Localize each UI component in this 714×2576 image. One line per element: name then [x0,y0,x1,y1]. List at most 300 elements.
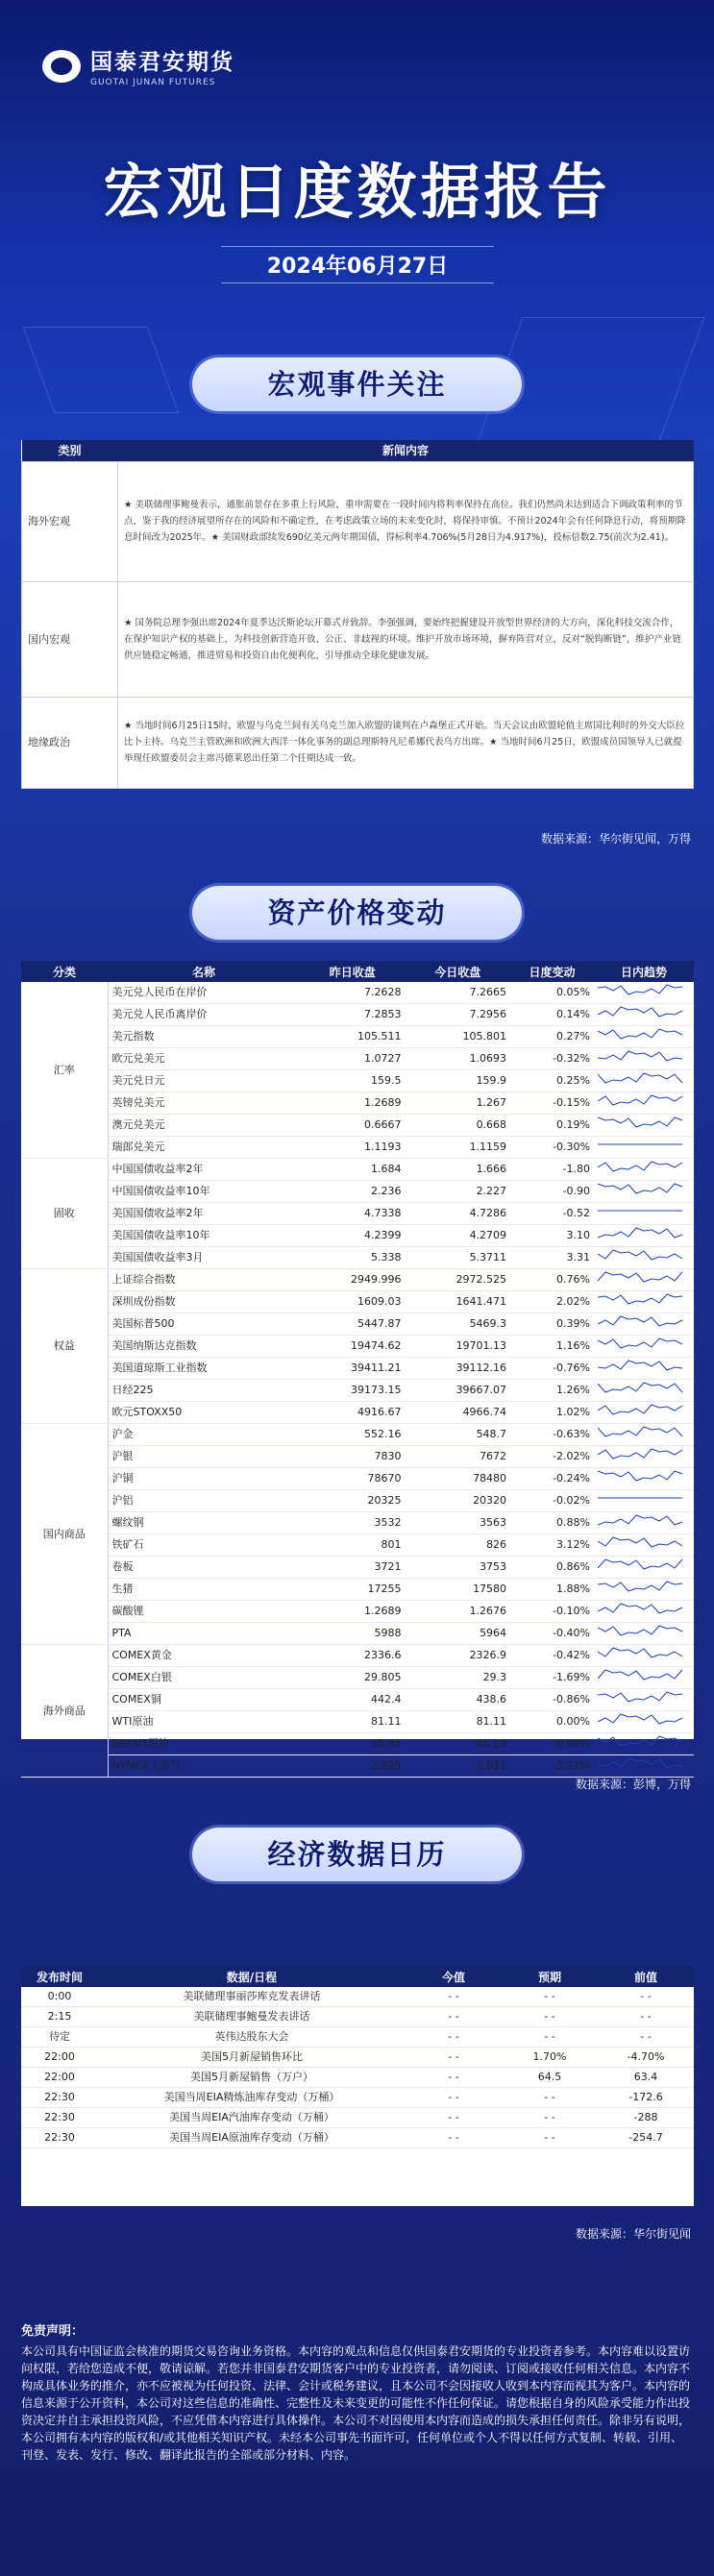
previous-value: -254.7 [598,2128,694,2148]
daily-change: -0.90% [510,1733,594,1755]
table-row [21,2108,694,2128]
daily-change: -0.76% [510,1358,594,1380]
intraday-trend-sparkline [594,1579,694,1601]
asset-name: 铁矿石 [108,1534,300,1557]
intraday-trend-sparkline [594,1645,694,1667]
today-close: 2.227 [406,1181,511,1203]
asset-name: COMEX白银 [108,1667,300,1689]
prev-close: 1609.03 [300,1291,406,1313]
asset-name: 沪金 [108,1424,300,1446]
asset-name: 沪银 [108,1446,300,1468]
today-close: 1.267 [406,1092,511,1115]
report-title: 宏观日度数据报告 [103,157,611,227]
prev-close: 4.7338 [300,1203,406,1225]
actual-value: - - [406,2068,502,2088]
prev-close: 2336.6 [300,1645,406,1667]
logo-text-cn: 国泰君安期货 [90,50,234,75]
prev-close: 3532 [300,1512,406,1534]
table-row [21,1181,694,1203]
prev-close: 1.2689 [300,1601,406,1623]
intraday-trend-sparkline [594,1203,694,1225]
table-row [21,2128,694,2148]
daily-change: 0.14% [510,1004,594,1026]
intraday-trend-sparkline [594,1755,694,1778]
daily-change: -1.69% [510,1667,594,1689]
actual-value: - - [406,2048,502,2068]
intraday-trend-sparkline [594,1490,694,1512]
table-row [21,1534,694,1557]
previous-value: - - [598,1987,694,2007]
asset-name: 美元兑人民币离岸价 [108,1004,300,1026]
daily-change: -0.15% [510,1092,594,1115]
prev-close: 7.2628 [300,982,406,1004]
prev-close: 105.511 [300,1026,406,1048]
calendar-panel [21,1966,694,2206]
daily-change: -0.86% [510,1689,594,1711]
table-row [22,461,694,581]
previous-value: -4.70% [598,2048,694,2068]
today-close: 39112.16 [406,1358,511,1380]
asset-name: 碳酸锂 [108,1601,300,1623]
actual-value: - - [406,1987,502,2007]
prev-close: 4916.67 [300,1402,406,1424]
intraday-trend-sparkline [594,1689,694,1711]
daily-change: 1.16% [510,1336,594,1358]
asset-name: WTI原油 [108,1711,300,1733]
prev-close: 39411.21 [300,1358,406,1380]
table-row [21,1291,694,1313]
event-name: 美国当周EIA原油库存变动（万桶） [98,2128,406,2148]
section-title-calendar: 经济数据日历 [192,1828,522,1881]
table-row [21,2027,694,2048]
col-header: 今值 [406,1966,502,1987]
table-row [21,1092,694,1115]
today-close: 4.7286 [406,1203,511,1225]
forecast-value: - - [502,2007,598,2027]
forecast-value: 1.70% [502,2048,598,2068]
daily-change: -0.52 [510,1203,594,1225]
intraday-trend-sparkline [594,982,694,1004]
prev-close: 1.684 [300,1159,406,1181]
table-row [21,1601,694,1623]
event-name: 美国当周EIA精炼油库存变动（万桶） [98,2088,406,2108]
daily-change: 1.88% [510,1579,594,1601]
asset-name: 日经225 [108,1380,300,1402]
table-row [21,1987,694,2007]
intraday-trend-sparkline [594,1159,694,1181]
events-panel [21,440,694,788]
daily-change: 3.10 [510,1225,594,1247]
daily-change: -0.10% [510,1601,594,1623]
prev-close: 0.6667 [300,1115,406,1137]
today-close: 438.6 [406,1689,511,1711]
daily-change: -1.80 [510,1159,594,1181]
forecast-value: - - [502,1987,598,2007]
table-row [21,1623,694,1645]
daily-change: -0.32% [510,1048,594,1070]
table-row [21,1512,694,1534]
prev-close: 81.11 [300,1711,406,1733]
today-close: 2.831 [406,1755,511,1778]
table-row [21,982,694,1004]
asset-name: 美国国债收益率2年 [108,1203,300,1225]
disclaimer-text: 本公司具有中国证监会核准的期货交易咨询业务资格。本内容的观点和信息仅供国泰君安期货的专业投资者参考。本内容难以设置访问权限，若给您造成不便，敬请谅解。若您并非国泰君安期货客户中的专业投资者，请勿阅读、订阅或接收任何相关信息。本内容不构成具体业务的推介，亦不应被视为任何投资、法律、会计或税务建议，且本公司不会因接收人收到本内容而视其为客户。本内容的信息来源于公开资料，本公司对这些信息的准确性、完整性及未来变更的可能性不作任何保证。请您根据自身的风险承受能力作出投资决定并自主承担投资风险，不应凭借本内容进行具体操作。本公司不对因使用本内容而造成的损失承担任何责任。除非另有说明，本公司拥有本内容的版权和/或其他相关知识产权。未经本公司事先书面许可，任何单位或个人不得以任何方式复制、转载、引用、刊登、发表、发行、修改、翻译此报告的全部或部分材料、内容。 [21,2344,691,2462]
today-close: 5.3711 [406,1247,511,1269]
intraday-trend-sparkline [594,1115,694,1137]
table-row [21,2088,694,2108]
asset-name: 美国国债收益率10年 [108,1225,300,1247]
intraday-trend-sparkline [594,1711,694,1733]
prev-close: 7830 [300,1446,406,1468]
today-close: 1641.471 [406,1291,511,1313]
prev-close: 19474.62 [300,1336,406,1358]
asset-category: 海外商品 [21,1645,108,1778]
today-close: 5964 [406,1623,511,1645]
today-close: 1.2676 [406,1601,511,1623]
previous-value: - - [598,2007,694,2027]
daily-change: -0.42% [510,1645,594,1667]
today-close: 4.2709 [406,1225,511,1247]
asset-name: 英镑兑美元 [108,1092,300,1115]
prev-close: 78670 [300,1468,406,1490]
today-close: 159.9 [406,1070,511,1092]
today-close: 17580 [406,1579,511,1601]
table-row [21,1645,694,1667]
col-header: 分类 [21,961,108,982]
col-header: 昨日收盘 [300,961,406,982]
intraday-trend-sparkline [594,1004,694,1026]
event-content: ★ 国务院总理李强出席2024年夏季达沃斯论坛开幕式并致辞。李强强调，要始终把握建设开放型世界经济的大方向，深化科技交流合作，在保护知识产权的基础上，为科技创新营造开放、公正、非歧视的环境。维护开放市场环境，摒弃阵营对立，反对“脱钩断链”，维护产业链供应链稳定畅通，推进贸易和投资自由化便利化，引导推动全球化健康发展。 [118,581,694,697]
release-time: 22:00 [21,2068,98,2088]
intraday-trend-sparkline [594,1534,694,1557]
asset-name: 美国纳斯达克指数 [108,1336,300,1358]
forecast-value: - - [502,2108,598,2128]
prev-close: 1.0727 [300,1048,406,1070]
intraday-trend-sparkline [594,1225,694,1247]
intraday-trend-sparkline [594,1424,694,1446]
forecast-value: - - [502,2128,598,2148]
prev-close: 29.805 [300,1667,406,1689]
intraday-trend-sparkline [594,1623,694,1645]
intraday-trend-sparkline [594,1137,694,1159]
actual-value: - - [406,2088,502,2108]
asset-name: 欧元兑美元 [108,1048,300,1070]
previous-value: - - [598,2027,694,2048]
col-header: 前值 [598,1966,694,1987]
prev-close: 20325 [300,1490,406,1512]
logo-text-en: GUOTAI JUNAN FUTURES [90,78,216,87]
prices-table [21,961,694,1778]
today-close: 78480 [406,1468,511,1490]
release-time: 0:00 [21,1987,98,2007]
daily-change: 0.19% [510,1115,594,1137]
asset-name: 上证综合指数 [108,1269,300,1291]
prev-close: 3721 [300,1557,406,1579]
daily-change: -0.90 [510,1181,594,1203]
intraday-trend-sparkline [594,1048,694,1070]
daily-change: 0.05% [510,982,594,1004]
table-row [21,1115,694,1137]
release-time: 22:30 [21,2108,98,2128]
event-name: 英伟达股东大会 [98,2027,406,2048]
today-close: 39667.07 [406,1380,511,1402]
event-content: ★ 当地时间6月25日15时，欧盟与乌克兰间有关乌克兰加入欧盟的谈判在卢森堡正式开始。当天会议由欧盟轮值主席国比利时的外交大臣拉比卜主持。乌克兰主管欧洲和欧洲大西洋一体化事务的副总理斯特凡尼希娜代表乌方出席。★ 当地时间6月25日，欧盟成员国领导人已就提举现任欧盟委员会主席冯德莱恩出任第二个任期达成一致。 [118,697,694,788]
daily-change: 0.76% [510,1269,594,1291]
today-close: 29.3 [406,1667,511,1689]
event-name: 美国当周EIA汽油库存变动（万桶） [98,2108,406,2128]
daily-change: -0.02% [510,1490,594,1512]
asset-name: 螺纹钢 [108,1512,300,1534]
col-header: 类别 [22,440,118,461]
table-row [21,1203,694,1225]
intraday-trend-sparkline [594,1358,694,1380]
table-row [21,1667,694,1689]
table-row [21,1711,694,1733]
today-close: 3753 [406,1557,511,1579]
asset-name: 美国国债收益率3月 [108,1247,300,1269]
col-header: 新闻内容 [118,440,694,461]
release-time: 22:30 [21,2128,98,2148]
asset-name: PTA [108,1623,300,1645]
table-row [21,2048,694,2068]
today-close: 2972.525 [406,1269,511,1291]
intraday-trend-sparkline [594,1269,694,1291]
asset-name: 美元兑人民币在岸价 [108,982,300,1004]
today-close: 20320 [406,1490,511,1512]
daily-change: -0.30% [510,1137,594,1159]
today-close: 105.801 [406,1026,511,1048]
release-time: 22:30 [21,2088,98,2108]
asset-name: BRENT原油 [108,1733,300,1755]
event-category: 海外宏观 [22,461,118,581]
event-name: 美国5月新屋销售（万户） [98,2068,406,2088]
calendar-table [21,1966,694,2148]
actual-value: - - [406,2027,502,2048]
release-time: 22:00 [21,2048,98,2068]
today-close: 19701.13 [406,1336,511,1358]
table-row [21,1004,694,1026]
daily-change: 0.88% [510,1512,594,1534]
intraday-trend-sparkline [594,1601,694,1623]
today-close: 81.11 [406,1711,511,1733]
col-header: 预期 [502,1966,598,1987]
asset-name: COMEX铜 [108,1689,300,1711]
col-header: 发布时间 [21,1966,98,1987]
section-title-events: 宏观事件关注 [192,357,522,411]
prev-close: 5447.87 [300,1313,406,1336]
intraday-trend-sparkline [594,1512,694,1534]
prev-close: 1.1193 [300,1137,406,1159]
data-source: 数据来源：华尔街见闻，万得 [540,832,691,846]
intraday-trend-sparkline [594,1336,694,1358]
today-close: 7672 [406,1446,511,1468]
today-close: 1.0693 [406,1048,511,1070]
previous-value: 63.4 [598,2068,694,2088]
daily-change: 0.86% [510,1557,594,1579]
intraday-trend-sparkline [594,1181,694,1203]
prices-panel [21,961,694,1772]
today-close: 7.2956 [406,1004,511,1026]
table-row [21,1446,694,1468]
prev-close: 39173.15 [300,1380,406,1402]
release-time: 2:15 [21,2007,98,2027]
col-header: 日度变动 [510,961,594,982]
event-category: 国内宏观 [22,581,118,697]
table-row [21,2007,694,2027]
daily-change: 0.00% [510,1711,594,1733]
intraday-trend-sparkline [594,1733,694,1755]
today-close: 2326.9 [406,1645,511,1667]
table-row [21,1755,694,1778]
col-header: 名称 [108,961,300,982]
forecast-value: 64.5 [502,2068,598,2088]
today-close: 1.666 [406,1159,511,1181]
asset-name: 生猪 [108,1579,300,1601]
prev-close: 442.4 [300,1689,406,1711]
col-header: 今日收盘 [406,961,511,982]
intraday-trend-sparkline [594,1026,694,1048]
previous-value: -288 [598,2108,694,2128]
prev-close: 2.236 [300,1181,406,1203]
asset-name: 瑞郎兑美元 [108,1137,300,1159]
intraday-trend-sparkline [594,1446,694,1468]
daily-change: -0.63% [510,1424,594,1446]
events-table [21,440,694,789]
table-row [21,1269,694,1291]
brand-logo [42,44,234,87]
today-close: 3563 [406,1512,511,1534]
prev-close: 4.2399 [300,1225,406,1247]
actual-value: - - [406,2128,502,2148]
daily-change: -0.24% [510,1468,594,1490]
table-row [21,1026,694,1048]
asset-name: 美国道琼斯工业指数 [108,1358,300,1380]
intraday-trend-sparkline [594,1092,694,1115]
table-row [21,1048,694,1070]
asset-name: 卷板 [108,1557,300,1579]
asset-category: 固收 [21,1159,108,1269]
table-row [21,1380,694,1402]
daily-change: 1.02% [510,1402,594,1424]
daily-change: 0.39% [510,1313,594,1336]
event-content: ★ 美联储理事鲍曼表示，通胀前景存在多重上行风险，重申需要在一段时间内将利率保持在高位。我们仍然尚未达到适合下调政策利率的节点，鉴于我的经济展望所存在的风险和不确定性，在考虑政策立场的未来变化时，将保持审慎。不预计2024年会有任何降息行动，将预期降息时间改为2025年。★ 美国财政部续发690亿美元两年期国债，得标利率4.706%(5月28日为4.917%)，投标倍数2.75(前次为2.41)。 [118,461,694,581]
prev-close: 85.95 [300,1733,406,1755]
data-source: 数据来源：华尔街见闻 [575,2227,691,2241]
daily-change: 0.25% [510,1070,594,1092]
asset-name: 欧元STOXX50 [108,1402,300,1424]
event-name: 美国5月新屋销售环比 [98,2048,406,2068]
section-title-prices: 资产价格变动 [192,886,522,940]
intraday-trend-sparkline [594,1557,694,1579]
asset-name: 中国国债收益率2年 [108,1159,300,1181]
disclaimer [21,2323,694,2464]
table-row [21,2068,694,2088]
today-close: 548.7 [406,1424,511,1446]
logo-icon [42,50,81,83]
today-close: 1.1159 [406,1137,511,1159]
report-date: 2024年06月27日 [221,246,494,283]
table-row [21,1490,694,1512]
asset-name: 美国标普500 [108,1313,300,1336]
asset-name: 美元指数 [108,1026,300,1048]
asset-name: COMEX黄金 [108,1645,300,1667]
table-row [21,1424,694,1446]
today-close: 5469.3 [406,1313,511,1336]
table-row [21,1557,694,1579]
asset-category: 国内商品 [21,1424,108,1645]
table-row [21,1225,694,1247]
asset-name: 美元兑日元 [108,1070,300,1092]
daily-change: 1.26% [510,1380,594,1402]
prev-close: 552.16 [300,1424,406,1446]
event-name: 美联储理事鲍曼发表讲话 [98,2007,406,2027]
table-row [21,1402,694,1424]
today-close: 4966.74 [406,1402,511,1424]
intraday-trend-sparkline [594,1380,694,1402]
intraday-trend-sparkline [594,1402,694,1424]
table-row [21,1358,694,1380]
today-close: 826 [406,1534,511,1557]
prev-close: 2949.996 [300,1269,406,1291]
prev-close: 7.2853 [300,1004,406,1026]
prev-close: 5988 [300,1623,406,1645]
asset-name: 沪铜 [108,1468,300,1490]
intraday-trend-sparkline [594,1247,694,1269]
intraday-trend-sparkline [594,1313,694,1336]
today-close: 0.668 [406,1115,511,1137]
event-name: 美联储理事丽莎库克发表讲话 [98,1987,406,2007]
daily-change: -2.02% [510,1446,594,1468]
forecast-value: - - [502,2027,598,2048]
table-row [21,1336,694,1358]
previous-value: -172.6 [598,2088,694,2108]
table-row [21,1313,694,1336]
daily-change: -0.40% [510,1623,594,1645]
prev-close: 801 [300,1534,406,1557]
prev-close: 2.925 [300,1755,406,1778]
release-time: 待定 [21,2027,98,2048]
disclaimer-title: 免责声明： [21,2324,85,2339]
table-row [21,1689,694,1711]
asset-category: 汇率 [21,982,108,1159]
asset-name: 中国国债收益率10年 [108,1181,300,1203]
table-row [21,1137,694,1159]
prev-close: 159.5 [300,1070,406,1092]
prev-close: 1.2689 [300,1092,406,1115]
table-row [22,697,694,788]
table-row [21,1159,694,1181]
daily-change: 3.12% [510,1534,594,1557]
actual-value: - - [406,2108,502,2128]
prev-close: 17255 [300,1579,406,1601]
table-row [22,581,694,697]
prev-close: 5.338 [300,1247,406,1269]
intraday-trend-sparkline [594,1468,694,1490]
asset-name: 沪铝 [108,1490,300,1512]
daily-change: -3.21% [510,1755,594,1778]
table-row [21,1247,694,1269]
col-header: 数据/日程 [98,1966,406,1987]
data-source: 数据来源：彭博，万得 [575,1778,691,1791]
asset-category: 权益 [21,1269,108,1424]
intraday-trend-sparkline [594,1070,694,1092]
asset-name: NYMEX天然气 [108,1755,300,1778]
daily-change: 2.02% [510,1291,594,1313]
intraday-trend-sparkline [594,1667,694,1689]
col-header: 日内趋势 [594,961,694,982]
forecast-value: - - [502,2088,598,2108]
today-close: 7.2665 [406,982,511,1004]
